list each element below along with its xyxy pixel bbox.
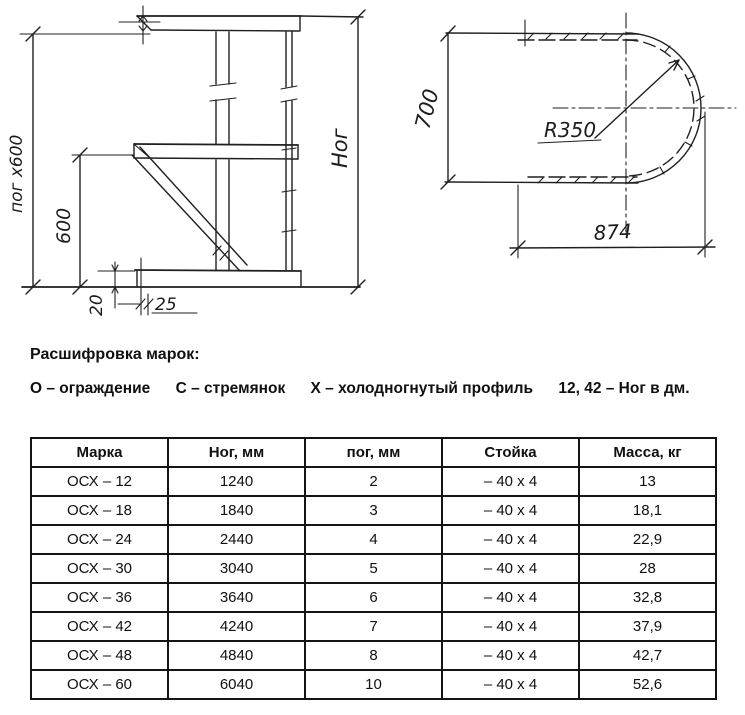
table-cell: 4240 xyxy=(168,612,305,641)
table-row xyxy=(31,612,716,641)
column-header-nog: Ног, мм xyxy=(168,438,305,467)
table-header-row xyxy=(31,438,716,467)
legend-line xyxy=(30,380,730,398)
table-cell: ОСХ – 60 xyxy=(31,670,168,699)
table-cell: 10 xyxy=(305,670,442,699)
table-cell: 4840 xyxy=(168,641,305,670)
table-cell: – 40 x 4 xyxy=(442,496,579,525)
table-cell: ОСХ – 12 xyxy=(31,467,168,496)
table-cell: ОСХ – 30 xyxy=(31,554,168,583)
table-cell: 18,1 xyxy=(579,496,716,525)
table-cell: ОСХ – 42 xyxy=(31,612,168,641)
column-header-stoika: Стойка xyxy=(442,438,579,467)
table-cell: 37,9 xyxy=(579,612,716,641)
column-header-massa: Масса, кг xyxy=(579,438,716,467)
table-cell: 4 xyxy=(305,525,442,554)
table-cell: 7 xyxy=(305,612,442,641)
table-cell: ОСХ – 24 xyxy=(31,525,168,554)
table-row xyxy=(31,670,716,699)
dim-label-25: 25 xyxy=(155,295,177,315)
table-cell: 22,9 xyxy=(579,525,716,554)
ladder-side-view-drawing xyxy=(0,0,395,335)
cage-plan-view-drawing xyxy=(398,0,745,290)
table-cell: 6040 xyxy=(168,670,305,699)
legend-item-s: С – стремянок xyxy=(175,380,286,397)
table-cell: 3040 xyxy=(168,554,305,583)
table-cell: 13 xyxy=(579,467,716,496)
table-cell: 2440 xyxy=(168,525,305,554)
table-cell: – 40 x 4 xyxy=(442,467,579,496)
table-row xyxy=(31,467,716,496)
legend-title: Расшифровка марок: xyxy=(30,346,200,363)
dim-label-700: 700 xyxy=(410,86,444,132)
table-cell: 1240 xyxy=(168,467,305,496)
table-cell: 5 xyxy=(305,554,442,583)
table-row xyxy=(31,641,716,670)
table-cell: ОСХ – 18 xyxy=(31,496,168,525)
table-cell: 32,8 xyxy=(579,583,716,612)
dim-label-600: 600 xyxy=(53,207,75,244)
table-cell: – 40 x 4 xyxy=(442,670,579,699)
table-row xyxy=(31,525,716,554)
table-cell: – 40 x 4 xyxy=(442,612,579,641)
table-cell: 52,6 xyxy=(579,670,716,699)
marks-legend xyxy=(30,346,730,398)
table-cell: 3 xyxy=(305,496,442,525)
dim-label-radius: R350 xyxy=(544,118,597,142)
table-cell: 2 xyxy=(305,467,442,496)
dim-label-nog: Ног xyxy=(328,128,352,168)
legend-item-x: Х – холодногнутый профиль xyxy=(310,380,534,397)
table-cell: 28 xyxy=(579,554,716,583)
table-cell: – 40 x 4 xyxy=(442,641,579,670)
column-header-pog: пог, мм xyxy=(305,438,442,467)
dim-label-total-height: пог x600 xyxy=(7,134,27,213)
marks-table xyxy=(30,437,717,700)
table-row xyxy=(31,583,716,612)
table-cell: – 40 x 4 xyxy=(442,554,579,583)
dim-label-874: 874 xyxy=(593,219,633,245)
table-cell: 1840 xyxy=(168,496,305,525)
table-cell: 8 xyxy=(305,641,442,670)
table-row xyxy=(31,496,716,525)
table-cell: – 40 x 4 xyxy=(442,583,579,612)
table-cell: ОСХ – 36 xyxy=(31,583,168,612)
table-cell: – 40 x 4 xyxy=(442,525,579,554)
table-cell: 42,7 xyxy=(579,641,716,670)
table-cell: 3640 xyxy=(168,583,305,612)
table-row xyxy=(31,554,716,583)
table-cell: 6 xyxy=(305,583,442,612)
column-header-marka: Марка xyxy=(31,438,168,467)
legend-item-o: О – ограждение xyxy=(30,380,151,397)
table-cell: ОСХ – 48 xyxy=(31,641,168,670)
dim-label-20: 20 xyxy=(87,294,107,316)
legend-item-size: 12, 42 – Ног в дм. xyxy=(558,380,690,397)
